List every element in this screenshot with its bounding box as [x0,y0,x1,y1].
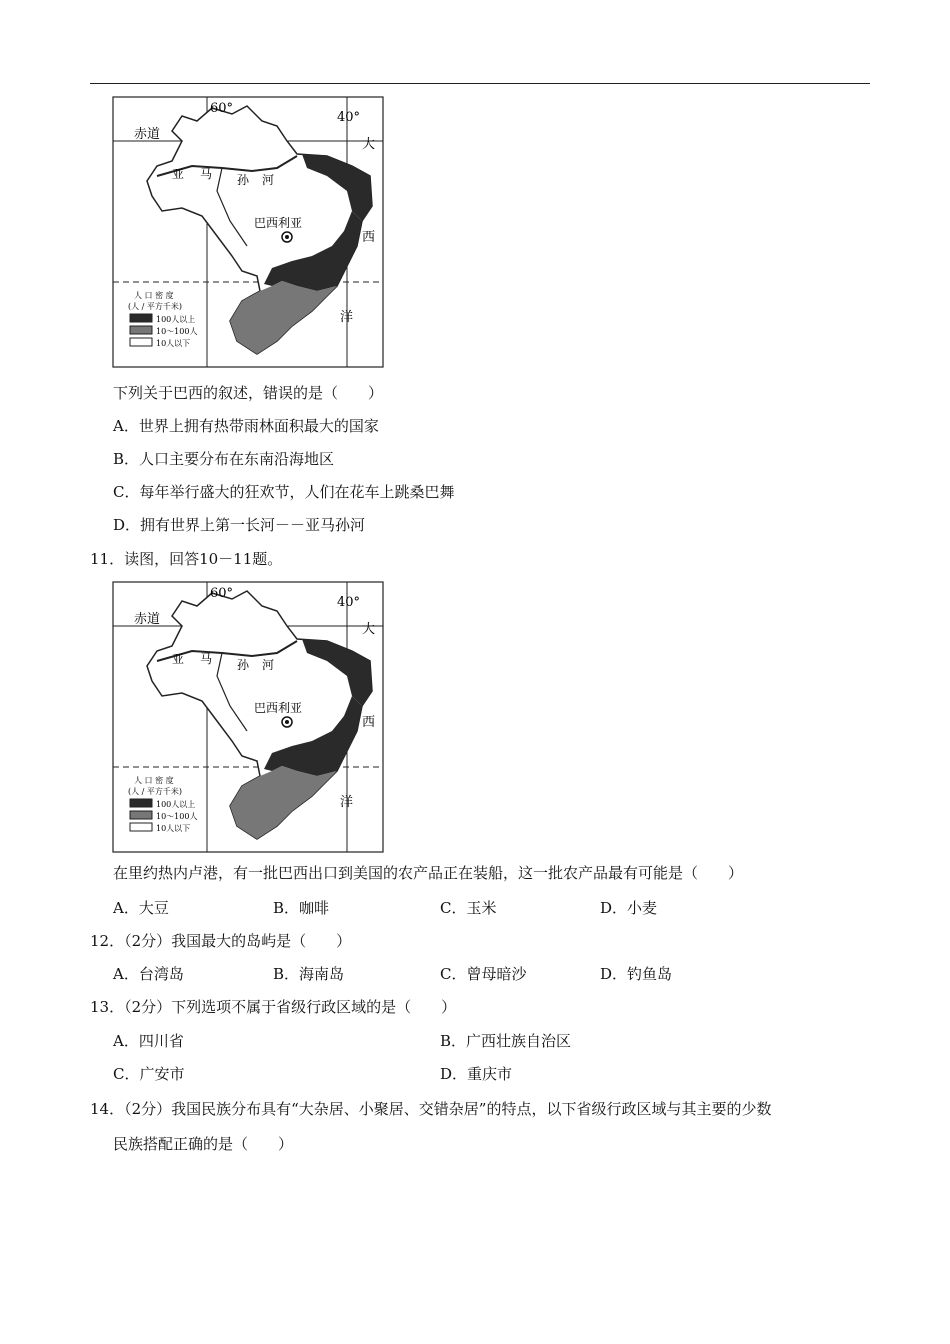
label-da: 大 [362,137,376,152]
q12-stem: 12．（2分）我国最大的岛屿是（ ） [90,932,352,950]
legend-item-medium: 10～100人 [156,812,198,821]
q13-stem: 13．（2分）下列选项不属于省级行政区域的是（ ） [90,998,457,1016]
q10-stem: 下列关于巴西的叙述，错误的是（ ） [113,384,384,402]
lon40-label: 40° [337,110,361,125]
q11-intro: 11．读图，回答10－11题。 [90,550,283,568]
q10-option-a[interactable]: A．世界上拥有热带雨林面积最大的国家 [113,417,379,435]
q12-option-a[interactable]: A．台湾岛 [113,965,184,983]
label-sun: 孙 [237,173,250,187]
lon60-label: 60° [210,586,234,601]
label-he: 河 [262,658,275,672]
q11-stem: 在里约热内卢港，有一批巴西出口到美国的农产品正在装船，这一批农产品最有可能是（ ） [113,864,744,882]
label-xi: 西 [362,715,376,730]
equator-label: 赤道 [134,127,161,142]
legend-item-medium: 10～100人 [156,327,198,336]
label-ya: 亚 [172,652,185,666]
q11-option-a[interactable]: A．大豆 [113,899,169,917]
label-xi: 西 [362,230,376,245]
legend-title-2: (人 / 平方千米) [128,302,183,311]
q13-option-b[interactable]: B．广西壮族自治区 [440,1032,572,1050]
q13-option-a[interactable]: A．四川省 [113,1032,184,1050]
q12-option-d[interactable]: D．钓鱼岛 [600,965,673,983]
label-ma: 马 [200,652,213,666]
label-sun: 孙 [237,658,250,672]
lon60-label: 60° [210,101,234,116]
q12-option-c[interactable]: C．曾母暗沙 [440,965,527,983]
brazil-population-map-2 [112,581,384,853]
legend-item-high: 100人以上 [156,800,196,809]
equator-label: 赤道 [134,612,161,627]
legend-item-low: 10人以下 [156,824,191,833]
label-he: 河 [262,173,275,187]
q10-option-d[interactable]: D．拥有世界上第一长河－－亚马孙河 [113,516,366,534]
q10-option-c[interactable]: C．每年举行盛大的狂欢节，人们在花车上跳桑巴舞 [113,483,455,501]
legend-title-1: 人 口 密 度 [134,291,174,300]
q14-stem-line2: 民族搭配正确的是（ ） [113,1135,294,1153]
label-ya: 亚 [172,167,185,181]
q11-option-b[interactable]: B．咖啡 [273,899,330,917]
q14-stem-line1: 14．（2分）我国民族分布具有“大杂居、小聚居、交错杂居”的特点，以下省级行政区域与其主要的少数 [90,1100,772,1118]
legend-title-2: (人 / 平方千米) [128,787,183,796]
label-da: 大 [362,622,376,637]
label-yang: 洋 [340,795,354,810]
q10-option-b[interactable]: B．人口主要分布在东南沿海地区 [113,450,335,468]
legend-item-low: 10人以下 [156,339,191,348]
brazil-population-map-1 [112,96,384,368]
label-brasilia: 巴西利亚 [254,216,303,230]
header-rule [90,83,870,84]
lon40-label: 40° [337,595,361,610]
label-ma: 马 [200,167,213,181]
q13-option-c[interactable]: C．广安市 [113,1065,185,1083]
q11-option-d[interactable]: D．小麦 [600,899,658,917]
legend-item-high: 100人以上 [156,315,196,324]
q11-option-c[interactable]: C．玉米 [440,899,497,917]
legend-title-1: 人 口 密 度 [134,776,174,785]
label-yang: 洋 [340,310,354,325]
q13-option-d[interactable]: D．重庆市 [440,1065,513,1083]
q12-option-b[interactable]: B．海南岛 [273,965,345,983]
label-brasilia: 巴西利亚 [254,701,303,715]
